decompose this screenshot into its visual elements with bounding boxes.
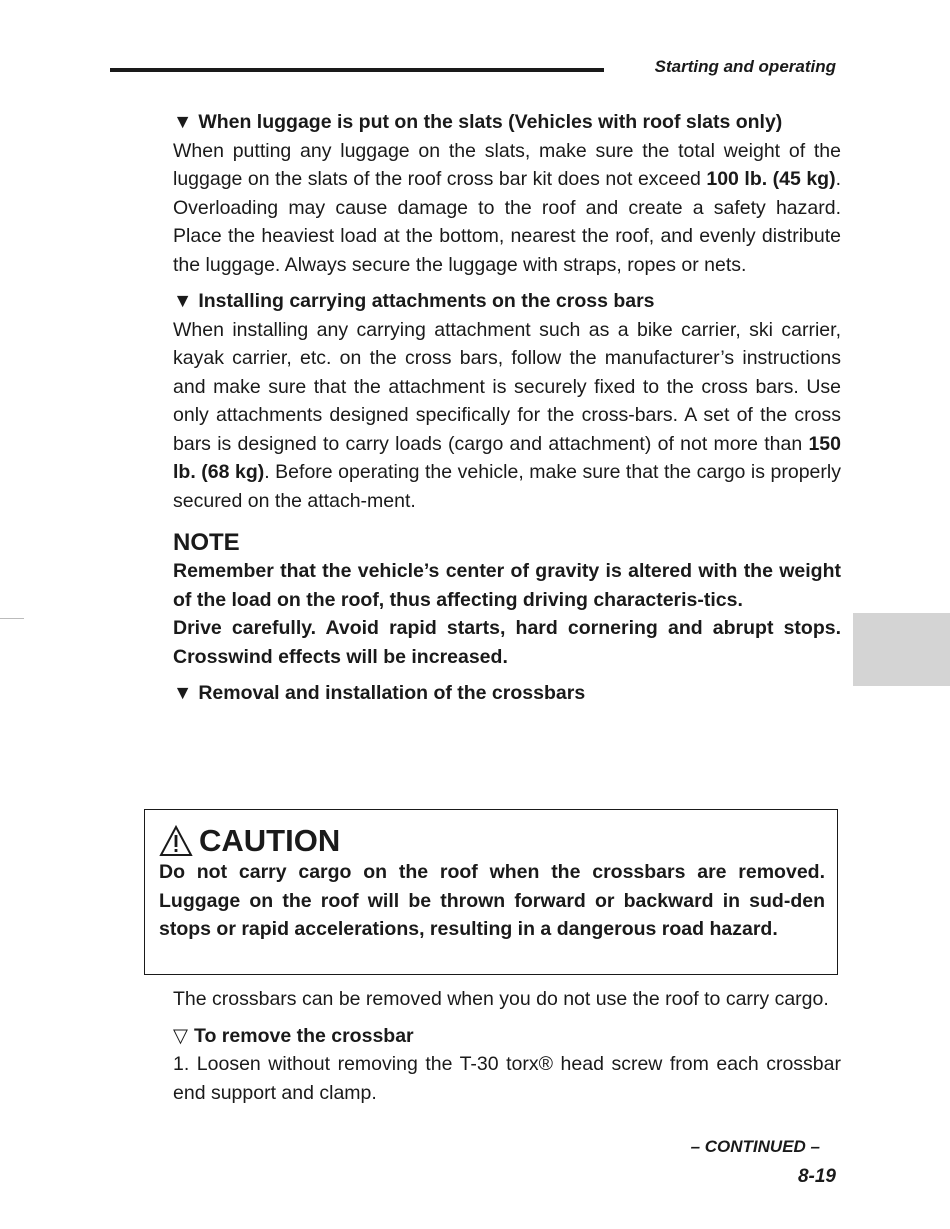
filled-triangle-icon: ▼ <box>173 682 193 704</box>
after-caution-content <box>173 985 841 1107</box>
page-number: 8-19 <box>797 1166 836 1187</box>
note-title: NOTE <box>173 529 240 556</box>
crop-mark-left <box>0 618 24 619</box>
header-rule <box>110 68 604 72</box>
continued-label: – CONTINUED – <box>690 1137 820 1156</box>
note-block <box>173 529 841 671</box>
warning-triangle-icon <box>159 825 193 857</box>
caution-text: Do not carry cargo on the roof when the crossbars are removed. Luggage on the roof will be thrown forward or backward in sud-den stops or rapid accelerations, resulting in a dangerous road hazard. <box>159 861 825 940</box>
filled-triangle-icon: ▼ <box>173 111 193 133</box>
section-heading-attachments: ▼ Installing carrying attachments on the cross bars <box>173 287 841 316</box>
paragraph-attachments: When installing any carrying attachment such as a bike carrier, ski carrier, kayak carrier, etc. on the cross bars, follow the manufacturer’s instructions and make sure that the attachment is securely fixed to the cross bars. Use only attachments designed specifically for the cross-bars. A set of the cross bars is designed to carry loads (cargo and attachment) of not more than 150 lb. (68 kg). Before operating the vehicle, make sure that the cargo is properly secured on the attach-ment. <box>173 318 841 512</box>
paragraph-crossbars-removal: The crossbars can be removed when you do not use the roof to carry cargo. <box>173 988 829 1010</box>
sub-heading-remove-crossbar: ▽ To remove the crossbar <box>173 1022 841 1051</box>
filled-triangle-icon: ▼ <box>173 290 193 312</box>
outline-triangle-icon: ▽ <box>173 1024 188 1047</box>
paragraph-luggage: When putting any luggage on the slats, make sure the total weight of the luggage on the slats of the roof cross bar kit does not exceed 100 lb. (45 kg). Overloading may cause damage to the roof and create a safety hazard. Place the heaviest load at the bottom, nearest the roof, and evenly distribute the luggage. Always secure the luggage with straps, ropes or nets. <box>173 139 842 276</box>
note-paragraph-1: Remember that the vehicle’s center of gravity is altered with the weight of the load on the roof, thus affecting driving characteris-tics. <box>173 560 841 611</box>
running-header: Starting and operating <box>654 57 836 76</box>
note-paragraph-2: Drive carefully. Avoid rapid starts, hard cornering and abrupt stops. Crosswind effects will be increased. <box>173 617 841 668</box>
caution-box <box>144 809 838 975</box>
section-heading-luggage: ▼ When luggage is put on the slats (Vehicles with roof slats only) <box>173 108 841 137</box>
main-content <box>173 108 841 708</box>
chapter-thumb-tab <box>853 613 950 686</box>
step-1: 1. Loosen without removing the T-30 torx® head screw from each crossbar end support and clamp. <box>173 1053 841 1104</box>
caution-title: CAUTION <box>159 824 825 858</box>
section-heading-removal: ▼ Removal and installation of the crossbars <box>173 679 841 708</box>
